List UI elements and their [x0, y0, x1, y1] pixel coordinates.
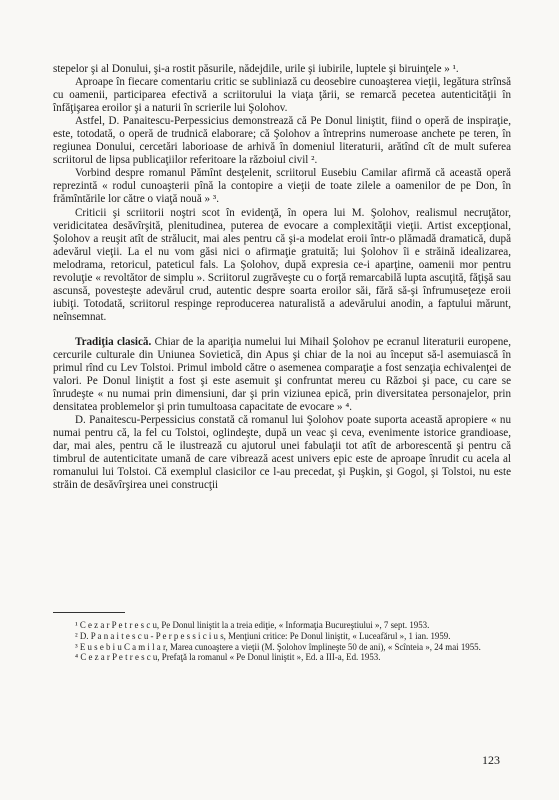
footnote-2: ² D. P a n a i t e s c u - P e r p e s s i c i u s, Menţiuni critice: Pe Donul liniştit, « Luceafărul », 1 ian. 1959.: [75, 630, 451, 641]
paragraph-2: Aproape în fiecare comentariu critic se subliniază cu deosebire cunoaşterea vieţii, legătura strînsă cu oamenii, participarea efectivă a scriitorului la viaţa ţării, se remarcă pecetea autenticităţii în înfăţişarea eroilor şi a naturii în scrierile lui Şolohov.: [53, 76, 511, 115]
paragraph-6: Chiar de la apariţia numelui lui Mihail Şolohov pe ecranul literaturii europene, cercurile culturale din Uniunea Sovietică, din Apus şi chiar de la noi au început să-l asemuiască în primul rînd cu Lev Tolstoi. Primul imbold către o asemenea comparaţie a fost senzaţia echivalenţei de valori. Pe Donul liniştit a fost şi este asemuit şi confruntat mereu cu Război şi pace, cu care se înrudeşte « nu numai prin dimensiuni, dar şi prin viziunea epică, prin diversitatea personajelor, prin densitatea problemelor şi prin tumultoasa capacitate de evocare » ⁴.: [53, 335, 511, 414]
body-text: [53, 63, 511, 493]
paragraph-7: D. Panaitescu-Perpessicius constată că romanul lui Şolohov poate suporta această apropiere « nu numai pentru că, la fel cu Tolstoi, oglindeşte, după un veac şi ceva, evenimente istorice grandioase, dar, mai ales, pentru că le ilustrează cu ajutorul unei fabulaţii tot atît de arborescentă şi pentru că timbrul de autenticitate umană de care vibrează acest univers epic este de aproape înrudit cu acela al romanului lui Tolstoi. Că exemplul clasicilor ce l-au precedat, şi Puşkin, şi Gogol, şi Tolstoi, nu este străin de desăvîrşirea unei construcţii: [53, 414, 511, 492]
page-number: 123: [482, 753, 500, 767]
footnotes: [53, 620, 511, 663]
footnote-divider: [53, 612, 125, 613]
section-heading: Tradiţia clasică.: [75, 335, 152, 348]
footnote-1: ¹ C e z a r P e t r e s c u, Pe Donul liniştit la a treia ediţie, « Informaţia Bucureştiului », 7 sept. 1953.: [75, 620, 430, 630]
paragraph-1: stepelor şi al Donului, şi-a rostit păsurile, nădejdile, urile şi iubirile, luptele şi biruinţele » ¹.: [53, 63, 459, 75]
paragraph-4: Vorbind despre romanul Pămînt desţelenit, scriitorul Eusebiu Camilar afirmă că această operă reprezintă « rodul cunoaşterii pînă la contopire a vieţii de toate zilele a oamenilor de pe Don, în frămîntările lor către o viaţă nouă » ³.: [53, 167, 511, 206]
section-paragraph: [53, 336, 511, 414]
paragraph-5: Criticii şi scriitorii noştri scot în evidenţă, în opera lui M. Şolohov, realismul necruţător, veridicitatea desăvîrşită, plenitudinea, puterea de evocare a complexităţii vieţii. Artist excepţional, Şolohov a reuşit atît de strălucit, mai ales pentru că şi-a modelat eroii într-o plămadă dramatică, după adevărul vieţii. La el nu vom găsi nici o afirmaţie gratuită; lui Şolohov îi e străină idealizarea, melodrama, retoricul, pateticul fals. La Şolohov, după expresia ce-i aparţine, oamenii mor pentru revoluţie « revoltător de simplu ». Scriitorul zugrăveşte cu o forţă remarcabilă lupta ascuţită, făţişă sau ascunsă, povesteşte adevărul crud, autentic despre soarta eroilor săi, fără să-şi înfrumuseţeze eroii iubiţi. Totodată, scriitorul respinge reproducerea naturalistă a adevărului anodin, a faptului mărunt, neînsemnat.: [53, 206, 511, 323]
footnote-3: ³ E u s e b i u C a m i l a r, Marea cunoaştere a vieţii (M. Şolohov împlineşte 50 de ani), « Scînteia », 24 mai 1955.: [75, 641, 481, 652]
footnote-4: ⁴ C e z a r P e t r e s c u, Prefaţă la romanul « Pe Donul liniştit », Ed. a III-a, Ed. 1953.: [75, 652, 381, 663]
paragraph-3: Astfel, D. Panaitescu-Perpessicius demonstrează că Pe Donul liniştit, fiind o operă de inspiraţie, este, totodată, o operă de trudnică elaborare; că Şolohov a întreprins numeroase anchete pe teren, în regiunea Donului, cercetări laborioase de arhivă în domeniul literaturii, arătînd cît de mult suferea scriitorul de lipsa publicaţiilor referitoare la războiul civil ².: [53, 115, 511, 167]
